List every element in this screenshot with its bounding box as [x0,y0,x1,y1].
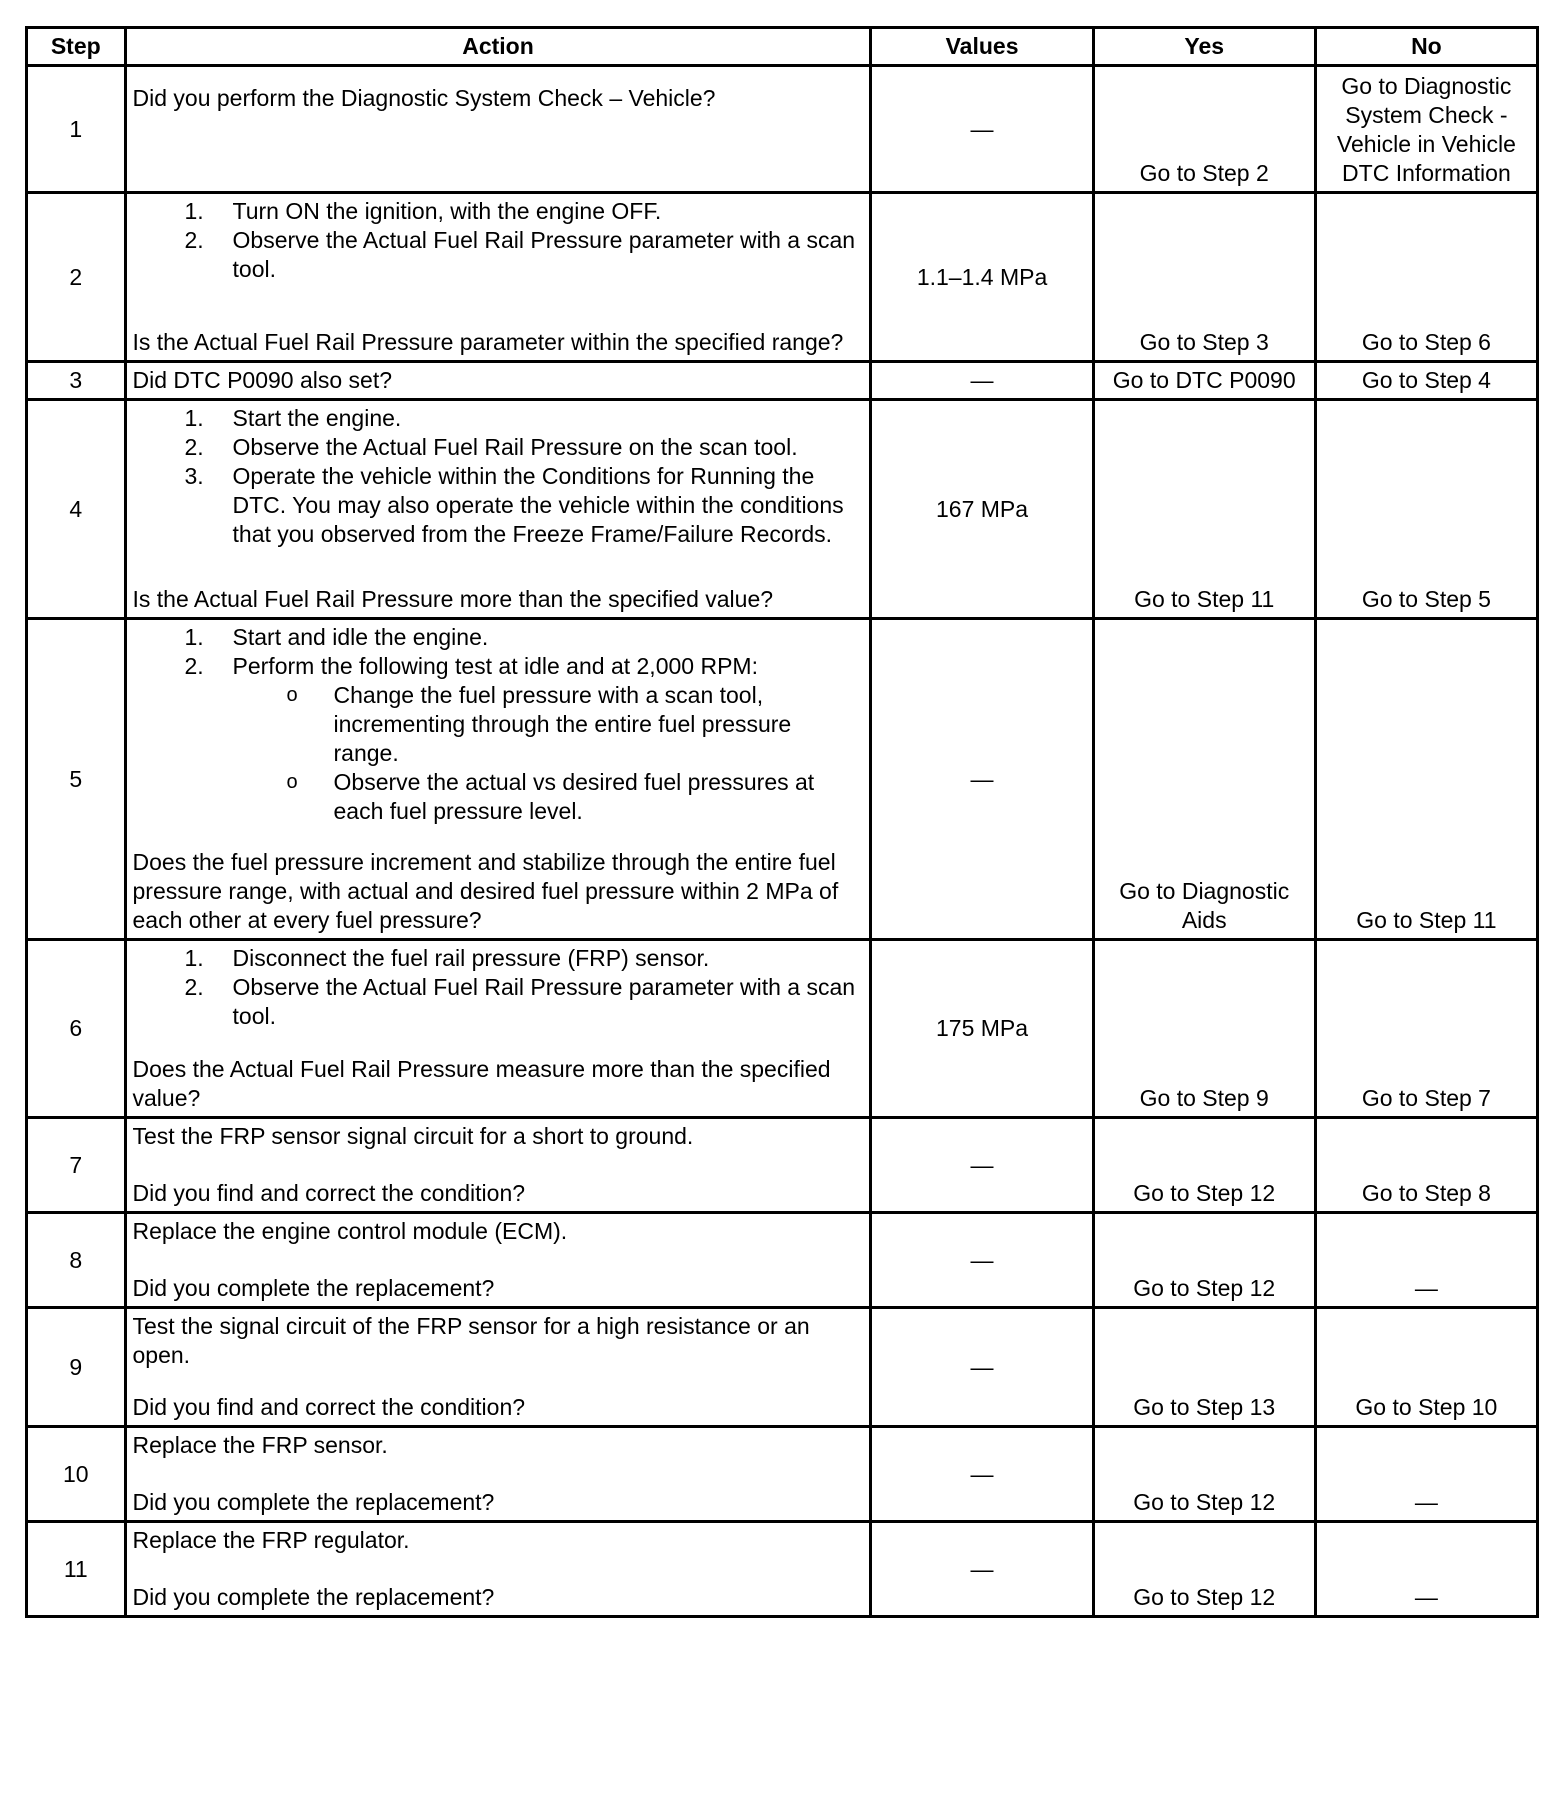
action-cell [125,940,871,1118]
no-cell: Go to Step 11 [1315,619,1537,940]
numbered-list [133,944,862,1031]
no-cell: Go to Step 7 [1315,940,1537,1118]
values-cell: — [871,1522,1093,1617]
step-number: 2 [27,193,126,362]
values-cell: — [871,619,1093,940]
yes-cell: Go to Step 9 [1093,940,1315,1118]
action-instructions [133,1312,862,1370]
action-cell [125,1308,871,1427]
table-row [27,1118,1538,1213]
list-text: Disconnect the fuel rail pressure (FRP) sensor. [232,945,710,971]
list-number: 1. [184,945,204,971]
yes-cell: Go to Step 11 [1093,400,1315,619]
question-text: Did you complete the replacement? [132,1275,495,1301]
step-number: 8 [27,1213,126,1308]
action-content [133,404,862,614]
header-step: Step [27,28,126,66]
question-text: Does the Actual Fuel Rail Pressure measure more than the specified value? [132,1056,831,1111]
action-content [133,1217,862,1303]
table-row [27,940,1538,1118]
list-text: Turn ON the ignition, with the engine OFF. [232,198,662,224]
list-number: 1. [184,624,204,650]
yes-cell: Go to Step 2 [1093,66,1315,193]
list-item [133,944,862,973]
list-number: 2. [184,227,204,253]
action-cell [125,1522,871,1617]
values-cell: — [871,362,1093,400]
action-instructions [133,623,862,826]
action-cell [125,1118,871,1213]
action-content [133,1431,862,1517]
bullet-list [233,681,862,826]
question-text: Is the Actual Fuel Rail Pressure parameter within the specified range? [132,329,844,355]
values-cell: — [871,1308,1093,1427]
table-row [27,362,1538,400]
no-cell: — [1315,1522,1537,1617]
list-text: Perform the following test at idle and at 2,000 RPM: [232,653,758,679]
values-cell: — [871,66,1093,193]
list-item [133,973,862,1031]
action-cell [125,66,871,193]
header-action: Action [125,28,871,66]
no-cell: — [1315,1213,1537,1308]
no-cell: Go to Step 6 [1315,193,1537,362]
instruction-text: Did DTC P0090 also set? [132,367,393,393]
action-content [133,84,862,188]
instruction-text: Replace the FRP sensor. [132,1432,388,1458]
action-instructions [133,1431,862,1460]
table-row [27,400,1538,619]
no-cell: Go to Step 10 [1315,1308,1537,1427]
numbered-list [133,197,862,284]
yes-cell: Go to Step 12 [1093,1427,1315,1522]
action-instructions [133,1122,862,1151]
table-row [27,619,1538,940]
list-number: 2. [184,434,204,460]
table-row [27,1522,1538,1617]
action-cell [125,1213,871,1308]
list-item [133,623,862,652]
list-item [133,197,862,226]
step-number: 3 [27,362,126,400]
action-instructions [133,404,862,549]
list-item [133,404,862,433]
no-cell: — [1315,1427,1537,1522]
question-text: Did you complete the replacement? [132,1584,495,1610]
action-content [133,366,862,395]
instruction-text: Test the FRP sensor signal circuit for a short to ground. [132,1123,694,1149]
values-cell: 175 MPa [871,940,1093,1118]
action-content [133,1122,862,1208]
action-instructions [133,1217,862,1246]
action-instructions [133,84,862,113]
header-no: No [1315,28,1537,66]
list-number: 2. [184,653,204,679]
bullet-text: Change the fuel pressure with a scan tool, incrementing through the entire fuel pressure range. [333,682,792,766]
list-number: 1. [184,198,204,224]
list-number: 1. [184,405,204,431]
table-row [27,1308,1538,1427]
action-cell [125,362,871,400]
action-instructions [133,944,862,1031]
diagnostic-table [25,26,1539,1618]
list-text: Start the engine. [232,405,402,431]
step-number: 9 [27,1308,126,1427]
yes-cell: Go to Step 13 [1093,1308,1315,1427]
header-yes: Yes [1093,28,1315,66]
yes-cell: Go to Step 12 [1093,1213,1315,1308]
bullet-item [133,681,862,768]
instruction-text: Replace the FRP regulator. [132,1527,410,1553]
action-cell [125,1427,871,1522]
table-row [27,193,1538,362]
list-text: Operate the vehicle within the Conditions for Running the DTC. You may also operate the vehicle within the conditions that you observed from the Freeze Frame/Failure Records. [232,463,844,547]
header-row [27,28,1538,66]
action-cell [125,193,871,362]
action-instructions [133,197,862,284]
action-cell [125,400,871,619]
list-number: 3. [184,463,204,489]
values-cell: 167 MPa [871,400,1093,619]
yes-cell: Go to Step 12 [1093,1118,1315,1213]
instruction-text: Did you perform the Diagnostic System Check – Vehicle? [132,85,716,111]
list-item [133,462,862,549]
question-text: Did you find and correct the condition? [132,1394,526,1420]
yes-cell: Go to Step 12 [1093,1522,1315,1617]
values-cell: — [871,1213,1093,1308]
no-cell: Go to Step 8 [1315,1118,1537,1213]
step-number: 1 [27,66,126,193]
question-text: Is the Actual Fuel Rail Pressure more than the specified value? [132,586,774,612]
yes-cell: Go to DTC P0090 [1093,362,1315,400]
step-number: 5 [27,619,126,940]
no-cell: Go to Diagnostic System Check - Vehicle in Vehicle DTC Information [1315,66,1537,193]
bullet-text: Observe the actual vs desired fuel pressures at each fuel pressure level. [333,769,815,824]
bullet-icon: o [286,771,298,793]
action-content [133,197,862,357]
list-text: Start and idle the engine. [232,624,489,650]
question-text: Did you complete the replacement? [132,1489,495,1515]
step-number: 10 [27,1427,126,1522]
table-row [27,1427,1538,1522]
table-row [27,66,1538,193]
list-text: Observe the Actual Fuel Rail Pressure parameter with a scan tool. [232,974,856,1029]
yes-cell: Go to Diagnostic Aids [1093,619,1315,940]
numbered-list [133,623,862,681]
list-item [133,226,862,284]
action-cell [125,619,871,940]
table-body [27,66,1538,1617]
bullet-item [133,768,862,826]
instruction-text: Replace the engine control module (ECM). [132,1218,568,1244]
no-cell: Go to Step 4 [1315,362,1537,400]
table-row [27,1213,1538,1308]
yes-cell: Go to Step 3 [1093,193,1315,362]
list-item [133,652,862,681]
step-number: 11 [27,1522,126,1617]
no-cell: Go to Step 5 [1315,400,1537,619]
list-item [133,433,862,462]
bullet-icon: o [286,684,298,706]
values-cell: 1.1–1.4 MPa [871,193,1093,362]
action-content [133,1312,862,1422]
action-content [133,944,862,1113]
step-number: 4 [27,400,126,619]
numbered-list [133,404,862,549]
question-text: Did you find and correct the condition? [132,1180,526,1206]
step-number: 6 [27,940,126,1118]
action-content [133,1526,862,1612]
values-cell: — [871,1118,1093,1213]
instruction-text: Test the signal circuit of the FRP sensor for a high resistance or an open. [132,1313,810,1368]
values-cell: — [871,1427,1093,1522]
header-values: Values [871,28,1093,66]
list-text: Observe the Actual Fuel Rail Pressure parameter with a scan tool. [232,227,856,282]
action-content [133,623,862,935]
question-text: Does the fuel pressure increment and stabilize through the entire fuel pressure range, with actual and desired fuel pressure within 2 MPa of each other at every fuel pressure? [132,849,839,933]
list-number: 2. [184,974,204,1000]
list-text: Observe the Actual Fuel Rail Pressure on the scan tool. [232,434,798,460]
action-instructions [133,366,862,395]
step-number: 7 [27,1118,126,1213]
action-instructions [133,1526,862,1555]
